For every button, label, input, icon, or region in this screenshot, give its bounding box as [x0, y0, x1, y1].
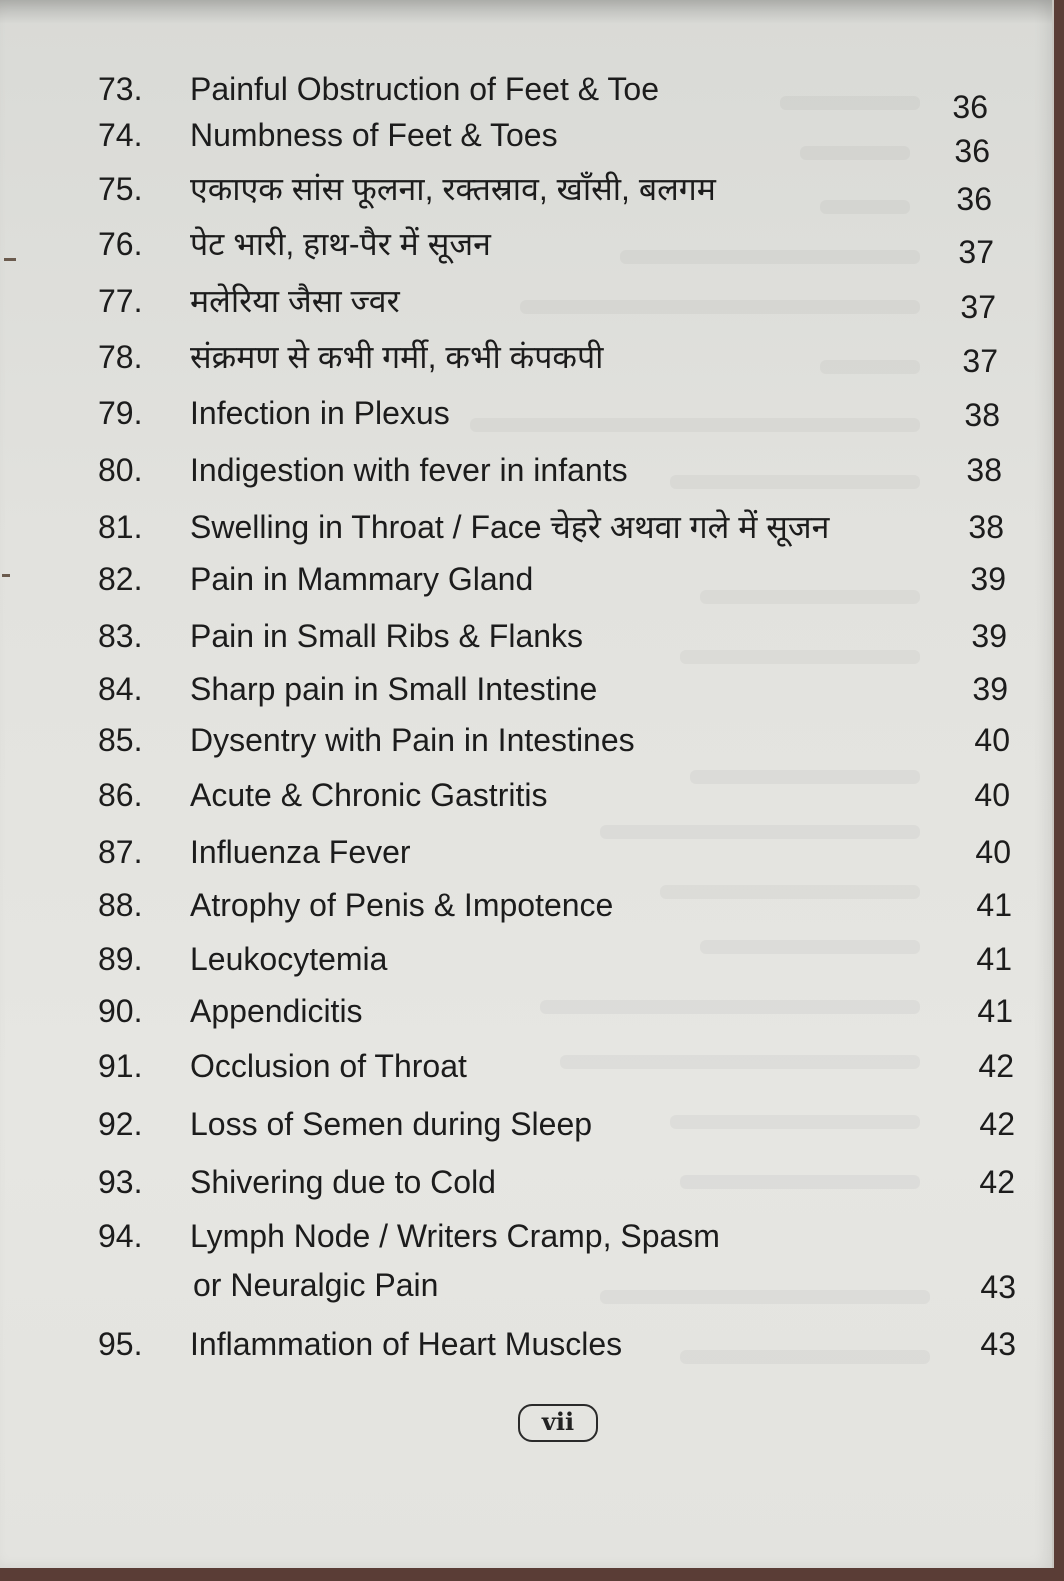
entry-title: Lymph Node / Writers Cramp, Spasm: [190, 1218, 720, 1254]
entry-number: 81.: [98, 509, 143, 545]
entry-number: 91.: [98, 1048, 143, 1084]
page-number-badge: vii: [518, 1404, 598, 1442]
entry-number: 86.: [98, 777, 143, 813]
entry-title: Occlusion of Throat: [190, 1048, 467, 1084]
entry-page-number: 37: [960, 289, 996, 325]
entry-number: 89.: [98, 941, 143, 977]
entry-number: 77.: [98, 283, 143, 319]
entry-title: Dysentry with Pain in Intestines: [190, 722, 635, 758]
entry-page-number: 40: [974, 777, 1010, 813]
entry-title: Numbness of Feet & Toes: [190, 117, 558, 153]
entry-page-number: 41: [977, 993, 1013, 1029]
entry-title: मलेरिया जैसा ज्वर: [190, 283, 400, 319]
entry-number: 93.: [98, 1164, 143, 1200]
entry-number: 84.: [98, 671, 143, 707]
entry-page-number: 37: [958, 234, 994, 270]
entry-title: Infection in Plexus: [190, 395, 450, 431]
entry-title: Acute & Chronic Gastritis: [190, 777, 548, 813]
margin-mark: [2, 574, 10, 577]
entry-title: Shivering due to Cold: [190, 1164, 496, 1200]
toc-entry: [0, 1217, 1052, 1307]
entry-number: 95.: [98, 1326, 143, 1362]
entry-title: Sharp pain in Small Intestine: [190, 671, 598, 707]
entry-number: 80.: [98, 452, 143, 488]
entry-page-number: 38: [968, 509, 1004, 545]
entry-page-number: 39: [970, 561, 1006, 597]
entry-title: Pain in Mammary Gland: [190, 561, 534, 597]
entry-page-number: 36: [954, 133, 990, 169]
entry-title-continuation: or Neuralgic Pain: [193, 1267, 439, 1303]
entry-title: Influenza Fever: [190, 834, 411, 870]
entry-page-number: 41: [976, 941, 1012, 977]
entry-page-number: 39: [972, 671, 1008, 707]
entry-title: Appendicitis: [190, 993, 363, 1029]
entry-number: 76.: [98, 226, 143, 262]
entry-page-number: 43: [980, 1326, 1016, 1362]
entry-number: 75.: [98, 171, 143, 207]
entry-title: Swelling in Throat / Face चेहरे अथवा गले में सूजन: [190, 509, 830, 545]
entry-page-number: 38: [964, 397, 1000, 433]
entry-title: एकाएक सांस फूलना, रक्तस्राव, खाँसी, बलगम: [190, 171, 716, 207]
entry-page-number: 37: [962, 343, 998, 379]
entry-page-number: 41: [976, 887, 1012, 923]
entry-number: 73.: [98, 71, 143, 107]
entry-page-number: 40: [974, 722, 1010, 758]
entry-page-number: 42: [979, 1106, 1015, 1142]
entry-page-number: 39: [971, 618, 1007, 654]
entry-number: 78.: [98, 339, 143, 375]
entry-number: 88.: [98, 887, 143, 923]
entry-number: 92.: [98, 1106, 143, 1142]
entry-title: Painful Obstruction of Feet & Toe: [190, 71, 659, 107]
entry-page-number: 43: [980, 1269, 1016, 1305]
entry-number: 74.: [98, 117, 143, 153]
entry-page-number: 42: [979, 1164, 1015, 1200]
page-top-shadow: [0, 0, 1052, 24]
entry-title: Pain in Small Ribs & Flanks: [190, 618, 584, 654]
entry-number: 87.: [98, 834, 143, 870]
entry-number: 82.: [98, 561, 143, 597]
entry-page-number: 42: [978, 1048, 1014, 1084]
entry-number: 94.: [98, 1218, 143, 1254]
entry-title: Atrophy of Penis & Impotence: [190, 887, 614, 923]
margin-mark: [4, 258, 16, 261]
entry-title: Leukocytemia: [190, 941, 388, 977]
entry-page-number: 40: [975, 834, 1011, 870]
entry-title: संक्रमण से कभी गर्मी, कभी कंपकपी: [190, 339, 604, 375]
entry-title: Loss of Semen during Sleep: [190, 1106, 593, 1142]
entry-title: पेट भारी, हाथ-पैर में सूजन: [190, 226, 491, 262]
entry-number: 90.: [98, 993, 143, 1029]
entry-number: 83.: [98, 618, 143, 654]
entry-number: 79.: [98, 395, 143, 431]
entry-page-number: 36: [952, 89, 988, 125]
entry-page-number: 36: [956, 181, 992, 217]
entry-page-number: 38: [966, 452, 1002, 488]
entry-title: Inflammation of Heart Muscles: [190, 1326, 623, 1362]
entry-number: 85.: [98, 722, 143, 758]
entry-title: Indigestion with fever in infants: [190, 452, 628, 488]
